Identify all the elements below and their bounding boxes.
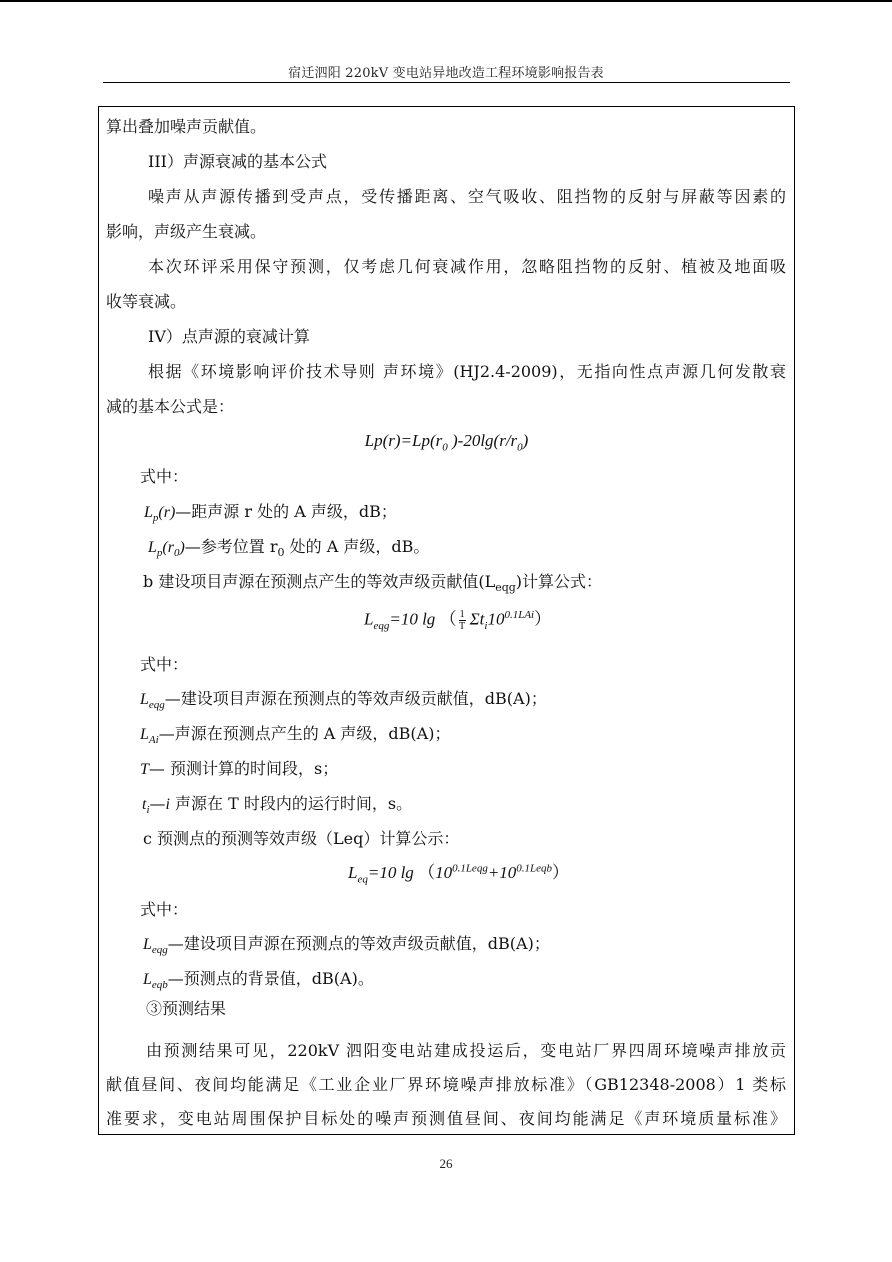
- formula-leq: $L_{eq}=10$ $\lg (10^{0.1Leqg}+10^{0.1Leqb})$: [348, 862, 570, 886]
- result-line-1: 由预测结果可见，220kV 泗阳变电站建成投运后，变电站厂界四周环境噪声排放贡: [146, 1041, 786, 1060]
- paragraph-3-line-1: 根据《环境影响评价技术导则 声环境》(HJ2.4-2009)，无指向性点声源几何发散衰: [148, 362, 786, 381]
- definition-leqg-2: $L_{eqg}—$建设项目声源在预测点的等效声级贡献值，dB(A)；: [143, 934, 550, 957]
- definition-lp-r0: $L_p(r_0)—$参考位置 $r_0$ 处的 A 声级，dB。: [148, 537, 430, 560]
- heading-prediction-result: ③预测结果: [146, 999, 227, 1018]
- paragraph-1-line-2: 影响，声级产生衰减。: [106, 222, 267, 241]
- definition-leqg: $L_{eqg}—$建设项目声源在预测点的等效声级贡献值，dB(A)；: [140, 689, 547, 712]
- definition-lai: $L_{Ai}—$声源在预测点产生的 A 声级，dB(A)；: [140, 724, 451, 747]
- definition-leqb: $L_{eqb}—$预测点的背景值，dB(A)。: [143, 969, 374, 992]
- result-line-2: 献值昼间、夜间均能满足《工业企业厂界环境噪声排放标准》（GB12348-2008）1 类标: [106, 1075, 786, 1094]
- paragraph-3-line-2: 减的基本公式是：: [106, 397, 235, 416]
- header-rule: [103, 82, 790, 83]
- paragraph-continuation: 算出叠加噪声贡献值。: [106, 117, 267, 136]
- where-label-3: 式中：: [140, 900, 189, 919]
- paragraph-2-line-1: 本次环评采用保守预测，仅考虑几何衰减作用，忽略阻挡物的反射、植被及地面吸: [148, 257, 786, 276]
- page-number: 26: [439, 1156, 453, 1171]
- fraction-one-over-t: $\frac{1}{T}$: [459, 609, 466, 632]
- paragraph-1-line-1: 噪声从声源传播到受声点，受传播距离、空气吸收、阻挡物的反射与屏蔽等因素的: [148, 187, 786, 206]
- where-label-1: 式中：: [140, 467, 189, 486]
- heading-attenuation-formula: III）声源衰减的基本公式: [148, 152, 327, 171]
- heading-point-source: IV）点声源的衰减计算: [148, 327, 310, 346]
- page-header: 宿迁泗阳 220kV 变电站异地改造工程环境影响报告表: [288, 66, 604, 81]
- definition-ti: $t_i—i$ 声源在 T 时段内的运行时间，s。: [142, 794, 413, 817]
- definition-t: T— 预测计算的时间段，s；: [140, 759, 339, 778]
- where-label-2: 式中：: [140, 655, 189, 674]
- formula-geometric-divergence: $Lp(r)=Lp(r_0$ )$-20\lg(r/r_0)$: [364, 431, 529, 454]
- line-b-contribution: b 建设项目声源在预测点产生的等效声级贡献值$(L_{eqg})$计算公式：: [143, 572, 603, 595]
- formula-leqg: $L_{eqg}=10$ lg （ $\frac{1}{T}$ $\Sigma t_i10^{0.1LAi}$）: [364, 608, 552, 632]
- line-c-predicted-level: c 预测点的预测等效声级（Leq）计算公示：: [143, 829, 460, 848]
- paragraph-2-line-2: 收等衰减。: [106, 292, 187, 311]
- result-line-3: 准要求，变电站周围保护目标处的噪声预测值昼间、夜间均能满足《声环境质量标准》: [106, 1109, 786, 1128]
- definition-lp-r: $L_p(r)—$距声源 r 处的 A 声级，dB；: [144, 502, 397, 525]
- top-border-line: [0, 0, 892, 2]
